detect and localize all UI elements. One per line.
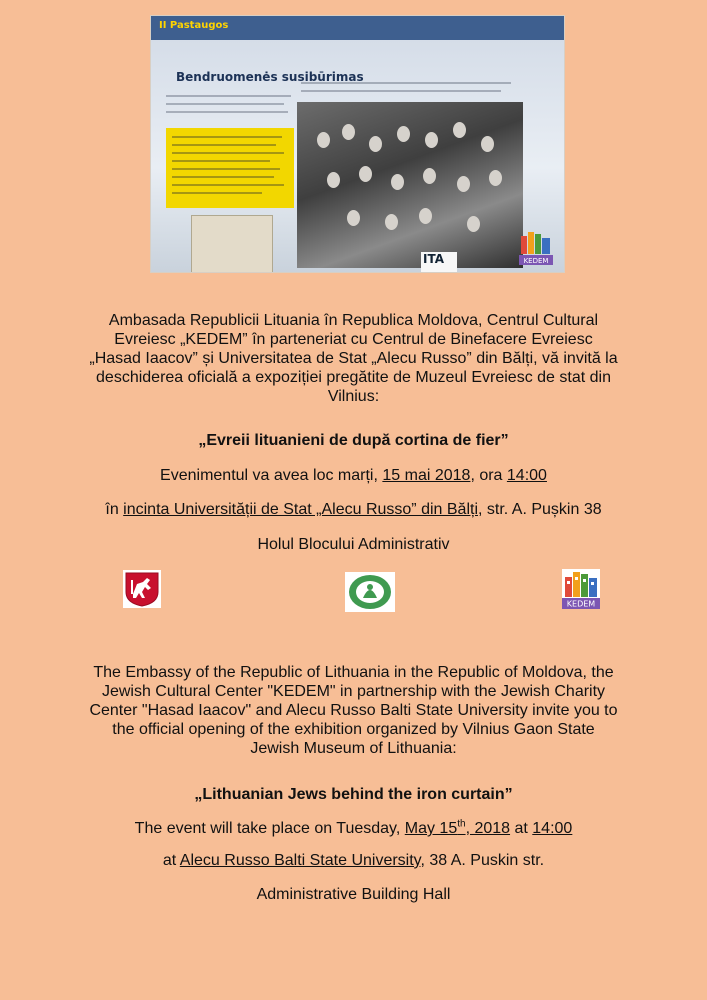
en-event-line — [0, 819, 707, 838]
ro-intro-line: Evreiesc „KEDEM” în parteneriat cu Centrul de Binefacere Evreiesc — [114, 331, 593, 348]
en-intro-line: Center "Hasad Iaacov" and Alecu Russo Balti State University invite you to — [89, 702, 618, 719]
board-bottom-text: ITA — [421, 252, 457, 272]
en-event-time: 14:00 — [532, 820, 573, 837]
ro-intro-line: deschiderea oficială a expoziției pregătite de Muzeul Evreiesc de stat din — [96, 369, 611, 386]
en-location-line — [0, 851, 707, 870]
board-banner — [151, 16, 564, 40]
ro-event-prefix: Evenimentul va avea loc marți, — [160, 467, 383, 484]
kedem-logo-small — [519, 230, 553, 266]
ro-event-middle: , ora — [470, 467, 507, 484]
archival-document — [191, 215, 273, 273]
ro-event-date: 15 mai 2018 — [382, 467, 471, 484]
board-title: Bendruomenės susibūrimas — [176, 70, 364, 84]
en-intro-line: Jewish Museum of Lithuania: — [250, 740, 457, 757]
ro-intro-line: „Hasad Iaacov” și Universitatea de Stat „Alecu Russo” din Bălți, vă invită la — [89, 350, 618, 367]
ro-location-line — [0, 500, 707, 519]
en-event-middle: at — [510, 820, 533, 837]
exhibition-board — [151, 40, 564, 272]
en-event-date-sup: th — [457, 818, 466, 830]
ro-event-line — [0, 466, 707, 485]
en-event-date-main: May 15 — [404, 820, 458, 837]
exhibition-photo — [150, 15, 565, 273]
en-location-suffix: , 38 A. Puskin str. — [420, 852, 545, 869]
en-location-link: Alecu Russo Balti State University — [179, 852, 421, 869]
ro-exhibition-title: „Evreii lituanieni de după cortina de fier” — [198, 432, 509, 449]
en-intro — [85, 663, 622, 758]
en-hall: Administrative Building Hall — [256, 886, 451, 903]
ro-intro — [85, 311, 622, 406]
en-location-prefix: at — [162, 852, 180, 869]
yellow-text-panel — [166, 128, 294, 208]
kedem-small-label: KEDEM — [523, 257, 549, 265]
banner-tag: II Pastaugos — [159, 20, 229, 31]
en-exhibition-title: „Lithuanian Jews behind the iron curtain” — [194, 786, 513, 803]
ro-hall: Holul Blocului Administrativ — [257, 536, 450, 553]
kedem-logo-label: KEDEM — [566, 599, 596, 609]
ro-location-suffix: , str. A. Pușkin 38 — [478, 501, 602, 518]
ro-location-prefix: în — [105, 501, 124, 518]
kedem-logo-icon — [562, 569, 600, 609]
ro-location-link: incinta Universității de Stat „Alecu Russo” din Bălți — [123, 501, 478, 518]
en-event-date — [405, 820, 510, 837]
ro-event-time: 14:00 — [506, 467, 547, 484]
lithuania-coat-of-arms-icon — [123, 570, 161, 608]
en-intro-line: the official opening of the exhibition organized by Vilnius Gaon State — [112, 721, 595, 738]
ro-intro-line: Vilnius: — [327, 388, 380, 405]
en-intro-line: Jewish Cultural Center "KEDEM" in partnership with the Jewish Charity — [101, 683, 606, 700]
ro-intro-line: Ambasada Republicii Lituania în Republica Moldova, Centrul Cultural — [108, 312, 599, 329]
hasad-iaacov-logo-icon — [345, 572, 395, 612]
historical-group-photo — [297, 102, 523, 268]
en-intro-line: The Embassy of the Republic of Lithuania in the Republic of Moldova, the — [93, 664, 614, 681]
en-event-prefix: The event will take place on Tuesday, — [134, 820, 405, 837]
en-event-date-year: , 2018 — [465, 820, 511, 837]
